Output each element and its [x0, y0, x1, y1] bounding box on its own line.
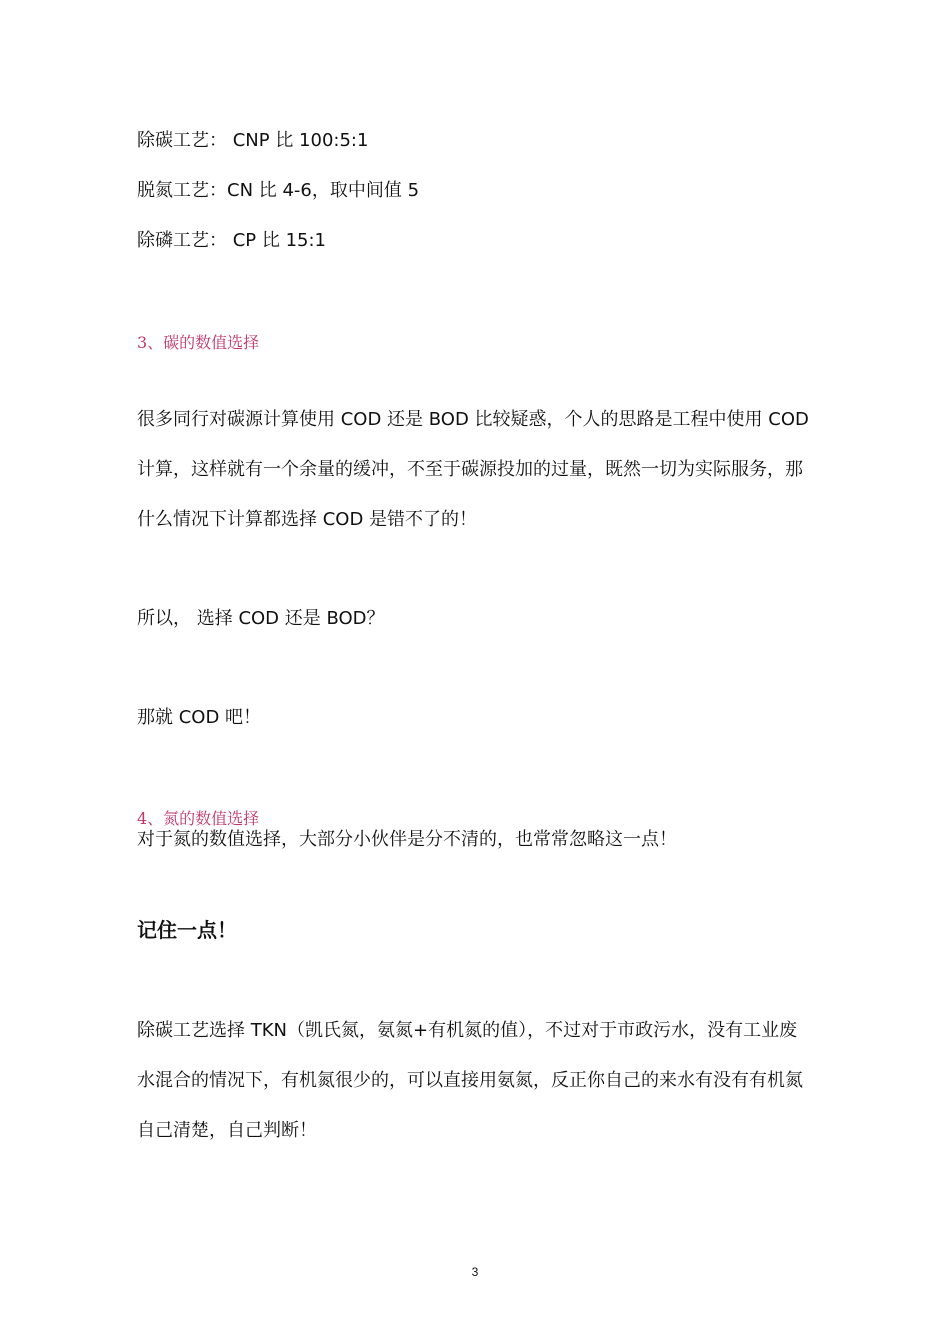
section-3-paragraph-line-3: 什么情况下计算都选择 COD 是错不了的！ [137, 509, 478, 530]
ratio-denitrification: 脱氮工艺：CN 比 4-6，取中间值 5 [137, 180, 420, 201]
section-4-intro: 对于氮的数值选择，大部分小伙伴是分不清的，也常常忽略这一点！ [137, 829, 677, 850]
section-3-paragraph-line-1: 很多同行对碳源计算使用 COD 还是 BOD 比较疑惑，个人的思路是工程中使用 COD [137, 409, 809, 430]
section-3-question: 所以， 选择 COD 还是 BOD？ [137, 608, 385, 629]
ratio-carbon-removal: 除碳工艺： CNP 比 100:5:1 [137, 130, 369, 151]
section-3-paragraph-line-2: 计算，这样就有一个余量的缓冲，不至于碳源投加的过量，既然一切为实际服务，那 [137, 459, 803, 480]
page-number: 3 [471, 1265, 479, 1279]
section-4-paragraph-line-2: 水混合的情况下，有机氮很少的，可以直接用氨氮，反正你自己的来水有没有有机氮 [137, 1070, 803, 1091]
section-4-paragraph-line-3: 自己清楚，自己判断！ [137, 1120, 317, 1141]
section-3-heading: 3、碳的数值选择 [137, 333, 260, 352]
section-3-answer: 那就 COD 吧！ [137, 707, 262, 728]
section-4-heading: 4、氮的数值选择 [137, 809, 260, 828]
section-4-paragraph-line-1: 除碳工艺选择 TKN（凯氏氮，氨氮+有机氮的值），不过对于市政污水，没有工业废 [137, 1020, 798, 1041]
ratio-phosphorus-removal: 除磷工艺： CP 比 15:1 [137, 230, 327, 251]
section-4-emphasis: 记住一点！ [137, 918, 237, 942]
